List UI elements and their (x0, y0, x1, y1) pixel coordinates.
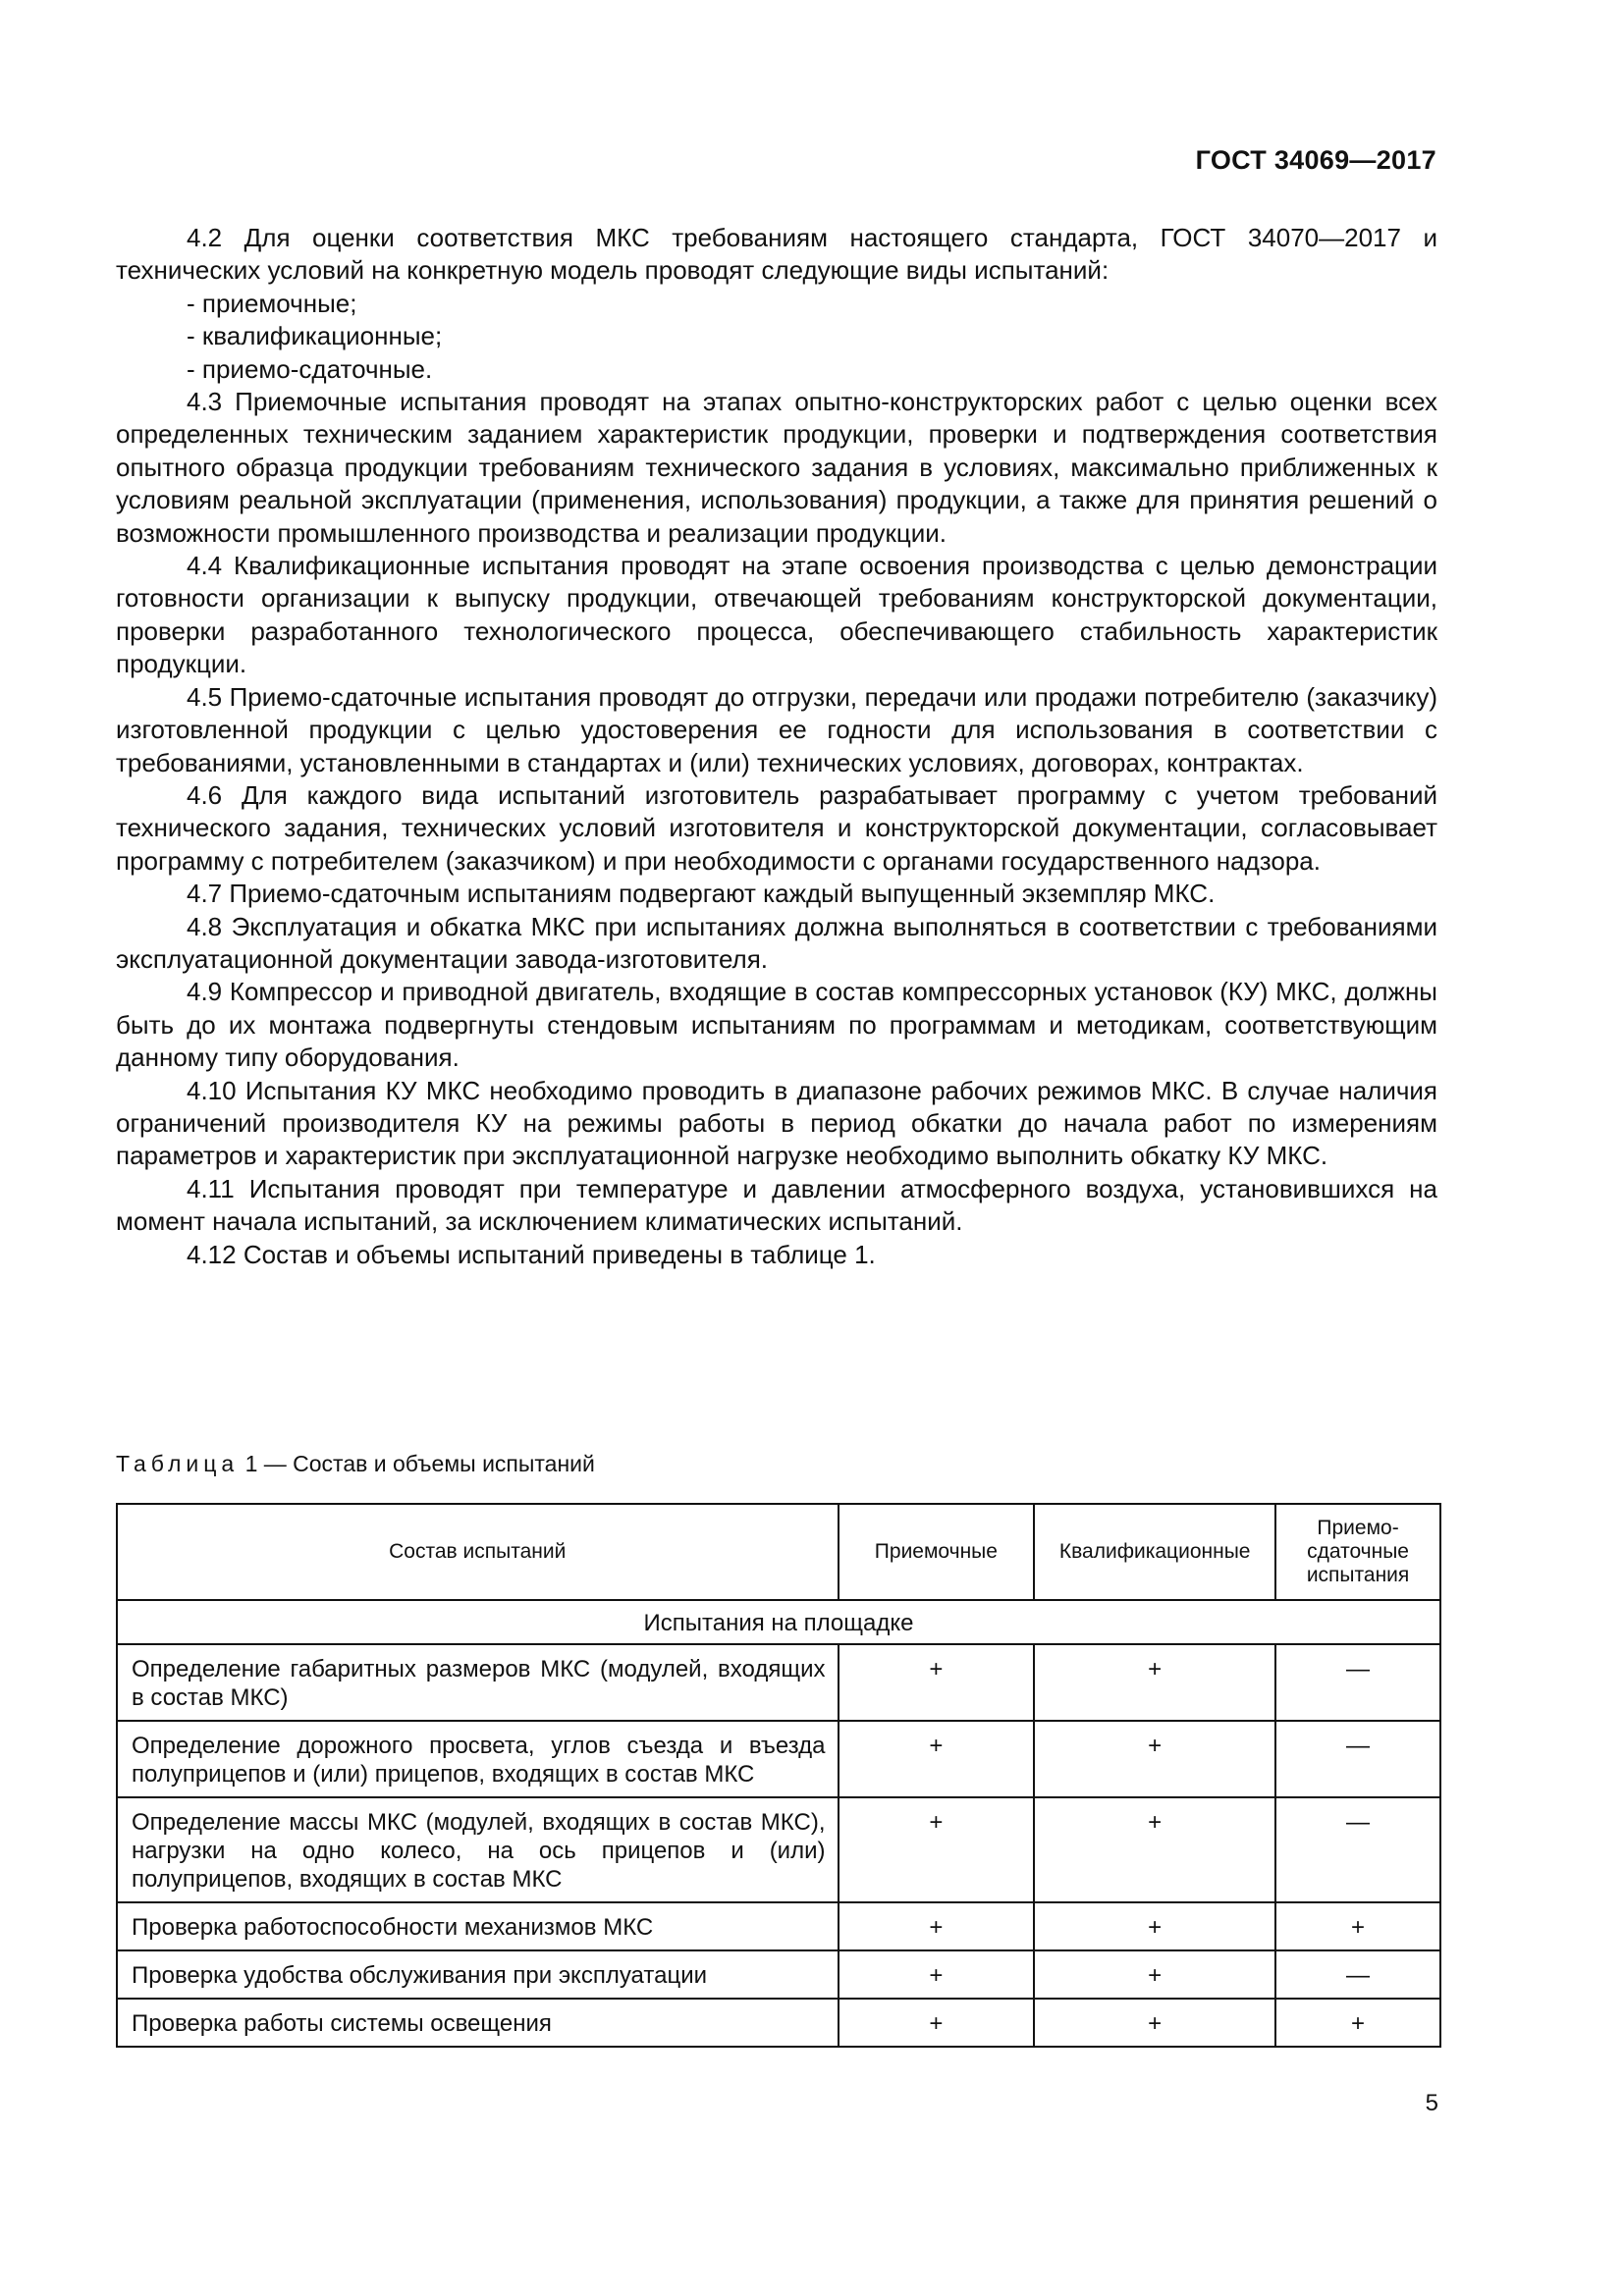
table-section-row (117, 1600, 1440, 1644)
row-test-name: Определение габаритных размеров МКС (модулей, входящих в состав МКС) (117, 1644, 839, 1721)
list-item-qualification: - квалификационные; (187, 321, 443, 351)
table-row (117, 1721, 1440, 1797)
row-qualification-mark: + (1034, 1721, 1275, 1797)
row-acceptance-mark: + (839, 1644, 1035, 1721)
row-acceptance-mark: + (839, 1797, 1035, 1902)
table-header-row (117, 1504, 1440, 1600)
row-delivery-mark: — (1275, 1721, 1440, 1797)
header-acceptance: Приемочные (839, 1504, 1035, 1600)
paragraph-4-4: 4.4 Квалификационные испытания проводят на этапе освоения производства с целью демонстрации готовности организации к выпуску продукции, отвечающей требованиям конструкторской документации, проверки разработанного технологического процесса, обеспечивающего стабильность характеристик продукции. (116, 551, 1437, 679)
row-delivery-mark: — (1275, 1797, 1440, 1902)
table-caption-label: Таблица (116, 1451, 240, 1476)
row-delivery-mark: — (1275, 1644, 1440, 1721)
tests-table (116, 1503, 1441, 2048)
list-item-acceptance: - приемочные; (187, 288, 357, 318)
header-delivery-acceptance (1275, 1504, 1440, 1600)
paragraph-4-9: 4.9 Компрессор и приводной двигатель, входящие в состав компрессорных установок (КУ) МКС, должны быть до их монтажа подвергнуты стендовым испытаниям по программам и методикам, соответствующим данному типу оборудования. (116, 977, 1437, 1073)
row-acceptance-mark: + (839, 1721, 1035, 1797)
row-qualification-mark: + (1034, 1797, 1275, 1902)
row-test-name: Проверка работы системы освещения (117, 1999, 839, 2047)
paragraph-4-7: 4.7 Приемо-сдаточным испытаниям подвергают каждый выпущенный экземпляр МКС. (187, 879, 1216, 909)
section-site-tests: Испытания на площадке (117, 1600, 1440, 1644)
row-qualification-mark: + (1034, 1999, 1275, 2047)
table-row (117, 1950, 1440, 1999)
header-delivery-acceptance-text: Приемо-сдаточные испытания (1306, 1517, 1410, 1586)
paragraph-4-2: 4.2 Для оценки соответствия МКС требованиям настоящего стандарта, ГОСТ 34070—2017 и технических условий на конкретную модель проводят следующие виды испытаний: (116, 223, 1437, 286)
paragraph-4-6: 4.6 Для каждого вида испытаний изготовитель разрабатывает программу с учетом требований технического задания, технических условий изготовителя и конструкторской документации, согласовывает программу с потребителем (заказчиком) и при необходимости с органами государственного надзора. (116, 779, 1437, 876)
header-qualification: Квалификационные (1034, 1504, 1275, 1600)
paragraph-4-12: 4.12 Состав и объемы испытаний приведены в таблице 1. (187, 1239, 876, 1269)
header-test-composition: Состав испытаний (117, 1504, 839, 1600)
row-acceptance-mark: + (839, 1950, 1035, 1999)
document-header-id: ГОСТ 34069—2017 (1195, 145, 1436, 175)
body-text (116, 222, 1437, 1271)
paragraph-4-8: 4.8 Эксплуатация и обкатка МКС при испытаниях должна выполняться в соответствии с требованиями эксплуатационной документации завода-изготовителя. (116, 911, 1437, 974)
table-caption-title: 1 — Состав и объемы испытаний (244, 1451, 595, 1476)
row-qualification-mark: + (1034, 1902, 1275, 1950)
row-delivery-mark: + (1275, 1999, 1440, 2047)
row-test-name: Определение массы МКС (модулей, входящих в состав МКС), нагрузки на одно колесо, на ось прицепов и (или) полуприцепов, входящих в состав МКС (117, 1797, 839, 1902)
list-item-delivery: - приемо-сдаточные. (187, 353, 433, 384)
table-row (117, 1644, 1440, 1721)
row-qualification-mark: + (1034, 1644, 1275, 1721)
row-acceptance-mark: + (839, 1999, 1035, 2047)
row-test-name: Определение дорожного просвета, углов съезда и въезда полуприцепов и (или) прицепов, входящих в состав МКС (117, 1721, 839, 1797)
paragraph-4-3: 4.3 Приемочные испытания проводят на этапах опытно-конструкторских работ с целью оценки всех определенных техническим заданием характеристик продукции, проверки и подтверждения соответствия опытного образца продукции требованиям технического задания в условиях, максимально приближенных к условиям реальной эксплуатации (применения, использования) продукции, а также для принятия решений о возможности промышленного производства и реализации продукции. (116, 387, 1437, 548)
table-row (117, 1999, 1440, 2047)
row-delivery-mark: — (1275, 1950, 1440, 1999)
page-number: 5 (1425, 2090, 1438, 2116)
paragraph-4-11: 4.11 Испытания проводят при температуре и давлении атмосферного воздуха, установившихся на момент начала испытаний, за исключением климатических испытаний. (116, 1173, 1437, 1237)
row-qualification-mark: + (1034, 1950, 1275, 1999)
paragraph-4-10: 4.10 Испытания КУ МКС необходимо проводить в диапазоне рабочих режимов МКС. В случае наличия ограничений производителя КУ на режимы работы в период обкатки до начала работ по измерениям параметров и характеристик при эксплуатационной нагрузке необходимо выполнить обкатку КУ МКС. (116, 1075, 1437, 1171)
row-delivery-mark: + (1275, 1902, 1440, 1950)
row-test-name: Проверка удобства обслуживания при эксплуатации (117, 1950, 839, 1999)
table-caption (116, 1451, 595, 1477)
table-row (117, 1902, 1440, 1950)
table-row (117, 1797, 1440, 1902)
row-test-name: Проверка работоспособности механизмов МКС (117, 1902, 839, 1950)
paragraph-4-5: 4.5 Приемо-сдаточные испытания проводят до отгрузки, передачи или продажи потребителю (заказчику) изготовленной продукции с целью удостоверения ее годности для использования в соответствии с требованиями, установленными в стандартах и (или) технических условиях, договорах, контрактах. (116, 681, 1437, 777)
row-acceptance-mark: + (839, 1902, 1035, 1950)
